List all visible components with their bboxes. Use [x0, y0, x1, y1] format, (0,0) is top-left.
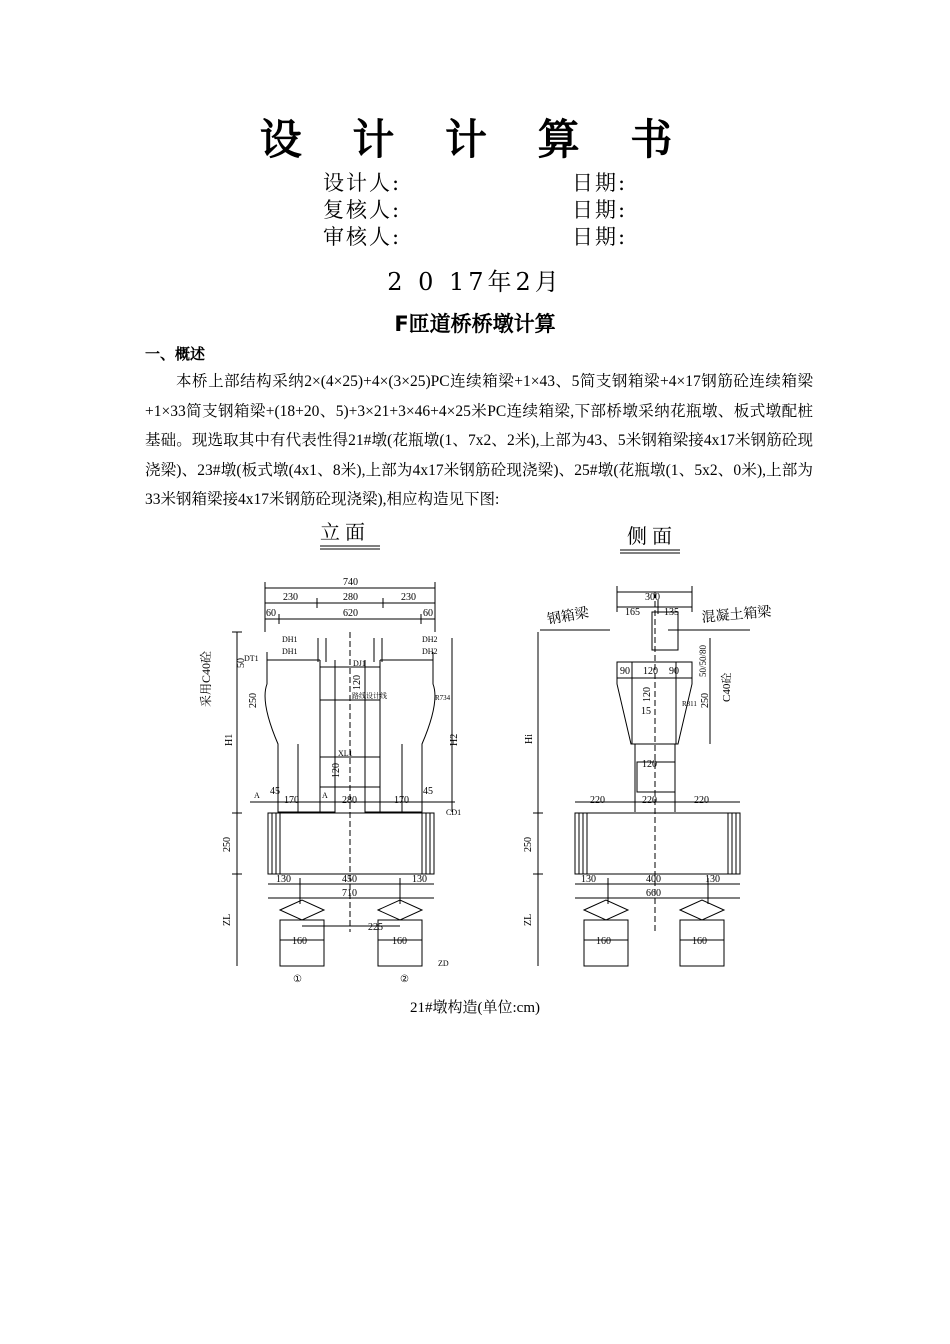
- elev-label: H1: [224, 733, 235, 746]
- elev-dim: 250: [248, 693, 259, 708]
- elev-label: 采用C40砼: [199, 650, 213, 707]
- elev-dim: 170: [394, 795, 409, 806]
- side-label: 混凝土箱梁: [701, 604, 773, 626]
- elev-pile-cap: [268, 813, 434, 874]
- side-dim: 300: [645, 592, 660, 603]
- reviewer-label: 审核人:: [323, 225, 402, 249]
- side-dim: 135: [664, 607, 679, 618]
- side-dim: 660: [646, 888, 661, 899]
- elev-label: R734: [435, 694, 451, 702]
- side-dim: 130: [705, 874, 720, 885]
- elev-label: XL1: [338, 749, 353, 758]
- section-heading: 一、概述: [145, 345, 206, 363]
- side-dim: 15: [641, 706, 651, 717]
- elev-label: ②: [400, 974, 409, 985]
- elev-dim: 230: [283, 592, 298, 603]
- elev-label: DH1: [282, 647, 298, 656]
- elev-label: ①: [293, 974, 302, 985]
- designer-date-label: 日期:: [572, 171, 628, 195]
- elev-label: CD1: [446, 808, 462, 817]
- side-dim: 120: [643, 666, 658, 677]
- elev-dim: 160: [292, 936, 307, 947]
- side-dim: 220: [590, 795, 605, 806]
- elev-label: 路线设计线: [352, 692, 387, 700]
- elev-dim: 45: [423, 786, 433, 797]
- elev-label: DH1: [282, 635, 298, 644]
- side-dim: 90: [669, 666, 679, 677]
- elev-dim: 60: [423, 608, 433, 619]
- elev-label: ZL: [222, 913, 233, 926]
- elev-dim: 45: [270, 786, 280, 797]
- elev-dim: 250: [222, 837, 233, 852]
- elev-label: A: [322, 791, 328, 800]
- side-dim: 165: [625, 607, 640, 618]
- document-date: 2 0 17年2月: [387, 268, 563, 296]
- side-dim: 50/50/80: [698, 644, 708, 677]
- side-dim: 90: [620, 666, 630, 677]
- side-dim: 400: [646, 874, 661, 885]
- elev-dim: 170: [284, 795, 299, 806]
- elev-label: DJ1: [353, 659, 366, 668]
- elev-label: DT1: [244, 654, 259, 663]
- side-dim: 160: [692, 936, 707, 947]
- designer-label: 设计人:: [323, 171, 402, 195]
- figure-caption: 21#墩构造(单位:cm): [410, 1000, 540, 1016]
- elev-dim: 130: [276, 874, 291, 885]
- elev-dim: 230: [401, 592, 416, 603]
- elev-dim: 280: [343, 592, 358, 603]
- checker-date-label: 日期:: [572, 198, 628, 222]
- side-label: R811: [682, 700, 697, 708]
- elev-dim: 60: [266, 608, 276, 619]
- elev-label: A: [254, 791, 260, 800]
- elev-dim: 710: [342, 888, 357, 899]
- pier-drawing-svg: [180, 512, 800, 990]
- side-pile-cap: [575, 813, 740, 874]
- document-title: 设 计 计 算 书: [259, 115, 691, 164]
- side-label: 钢箱梁: [546, 605, 591, 628]
- elev-dim: 740: [343, 577, 358, 588]
- elev-dim: 620: [343, 608, 358, 619]
- elev-label: ZD: [438, 959, 449, 968]
- elev-title: 立 面: [320, 522, 365, 544]
- elev-label: DH2: [422, 635, 438, 644]
- elev-dim: 130: [412, 874, 427, 885]
- side-dim: 250: [700, 693, 711, 708]
- side-dim: 130: [581, 874, 596, 885]
- checker-label: 复核人:: [323, 198, 402, 222]
- side-dim: 220: [642, 795, 657, 806]
- overview-paragraph: 本桥上部结构采纳2×(4×25)+4×(3×25)PC连续箱梁+1×43、5简支钢箱梁+4×17钢筋砼连续箱梁+1×33简支钢箱梁+(18+20、5)+3×21+3×46+4×25米PC连续箱梁,下部桥墩采纳花瓶墩、板式墩配桩基础。现选取其中有代表性得21#墩(花瓶墩(1、7x2、2米),上部为43、5米钢箱梁接4x17米钢筋砼现浇梁)、23#墩(板式墩(4x1、8米),上部为4x17米钢筋砼现浇梁)、25#墩(花瓶墩(1、5x2、0米),上部为33米钢箱梁接4x17米钢筋砼现浇梁),相应构造见下图:: [145, 373, 813, 508]
- side-dim: 120: [642, 759, 657, 770]
- side-dim: 160: [596, 936, 611, 947]
- elev-dim: 280: [342, 795, 357, 806]
- side-label: C40砼: [721, 672, 733, 702]
- pier-drawing: [180, 512, 800, 990]
- elev-dim: 160: [392, 936, 407, 947]
- side-dim: 220: [694, 795, 709, 806]
- elev-dim: 120: [352, 675, 363, 690]
- side-label: ZL: [523, 913, 534, 926]
- reviewer-date-label: 日期:: [572, 225, 628, 249]
- elev-dim: 450: [342, 874, 357, 885]
- side-dim: 120: [642, 687, 653, 702]
- section-subtitle: F匝道桥桥墩计算: [394, 312, 556, 336]
- elev-label: H2: [449, 733, 460, 746]
- side-title: 侧 面: [627, 526, 672, 548]
- side-label: Hi: [524, 734, 535, 744]
- elev-label: DH2: [422, 647, 438, 656]
- elev-dim: 225: [368, 922, 383, 933]
- elev-dim: 120: [331, 763, 342, 778]
- elev-dim: 50: [236, 658, 247, 668]
- side-dim: 250: [523, 837, 534, 852]
